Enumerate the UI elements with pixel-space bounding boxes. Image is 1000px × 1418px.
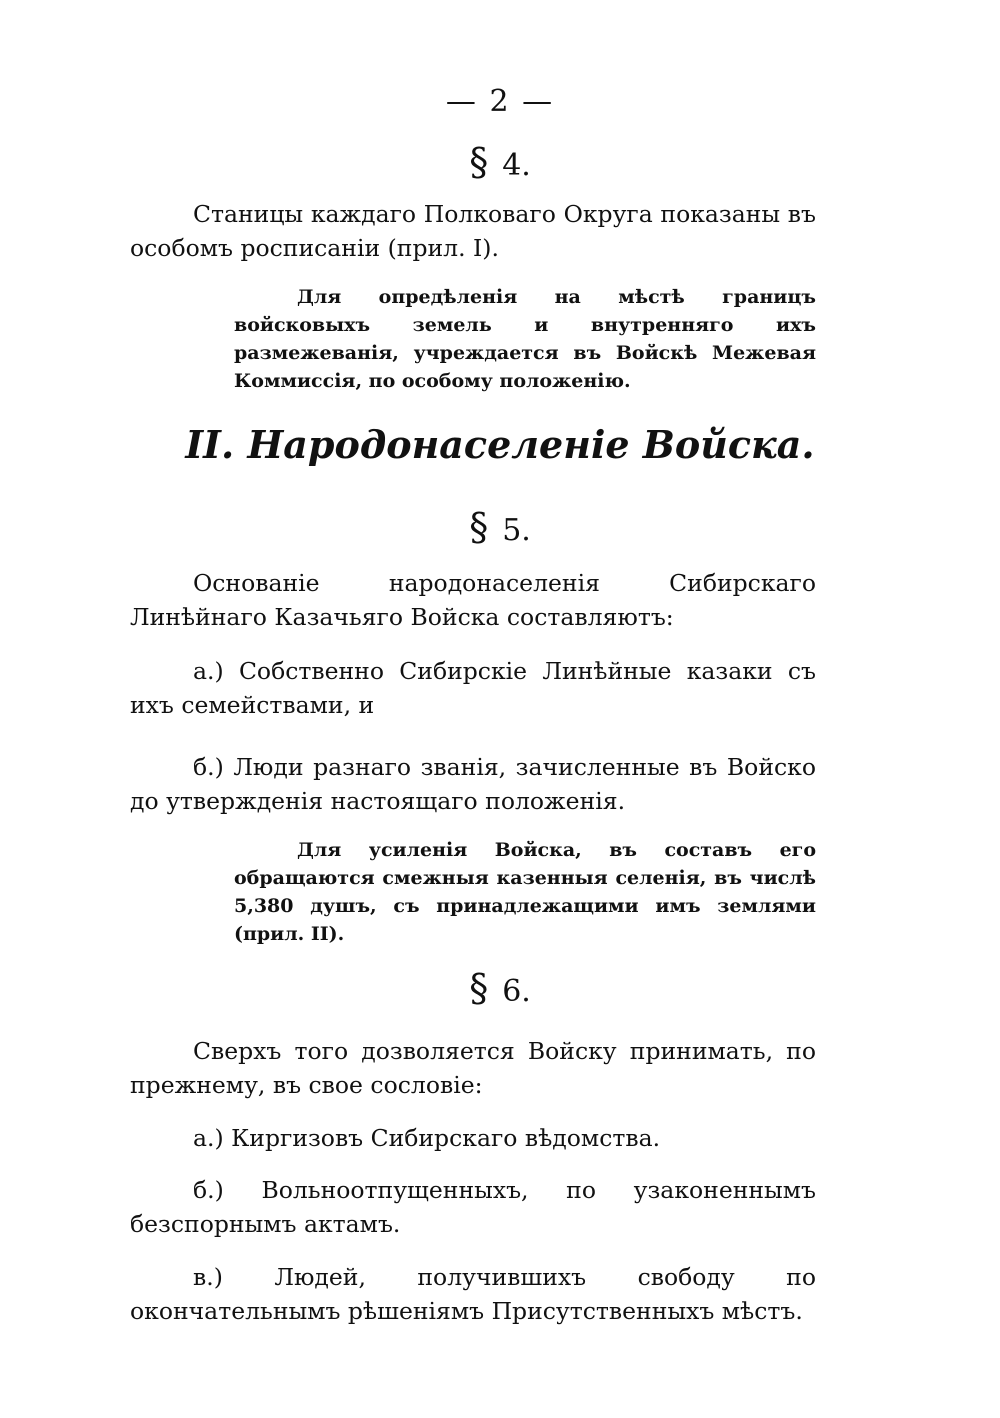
section-5-item-b: б.) Люди разнаго званія, зачисленные въ Войско до утвержденія настоящаго положенія. [130, 753, 816, 815]
chapter-heading: II. Народонаселеніе Войска. [185, 422, 815, 467]
section-sign: § [469, 966, 489, 1010]
section-5-item-a: а.) Собственно Сибирскіе Линѣйные казаки съ ихъ семействами, и [130, 657, 816, 719]
section-4-note: Для опредѣленія на мѣстѣ границъ войсковыхъ земель и внутренняго ихъ размежеванія, учреждается въ Войскѣ Межевая Коммиссія, по особому положенію. [234, 286, 816, 392]
section-number: 6. [502, 974, 531, 1009]
section-5-heading [0, 505, 1000, 549]
section-5-text: Основаніе народонаселенія Сибирскаго Линѣйнаго Казачьяго Войска составляютъ: [130, 569, 816, 631]
section-5-note: Для усиленія Войска, въ составъ его обращаются смежныя казенныя селенія, въ числѣ 5,380 душъ, съ принадлежащими имъ землями (прил. II). [234, 839, 816, 945]
section-6-item-c: в.) Людей, получившихъ свободу по окончательнымъ рѣшеніямъ Присутственныхъ мѣстъ. [130, 1263, 816, 1325]
section-6-item-b: б.) Вольноотпущенныхъ, по узаконеннымъ безспорнымъ актамъ. [130, 1176, 816, 1238]
section-4-heading [0, 140, 1000, 184]
section-6-heading [0, 966, 1000, 1010]
section-sign: § [469, 505, 489, 549]
section-4-text: Станицы каждаго Полковаго Округа показаны въ особомъ росписаніи (прил. I). [130, 200, 816, 262]
section-sign: § [469, 140, 489, 184]
page-number: — 2 — [445, 84, 555, 119]
section-6-item-a: а.) Киргизовъ Сибирскаго вѣдомства. [193, 1124, 661, 1152]
section-6-text: Сверхъ того дозволяется Войску принимать, по прежнему, въ свое сословіе: [130, 1037, 816, 1099]
section-number: 5. [502, 513, 531, 548]
section-number: 4. [502, 148, 531, 183]
